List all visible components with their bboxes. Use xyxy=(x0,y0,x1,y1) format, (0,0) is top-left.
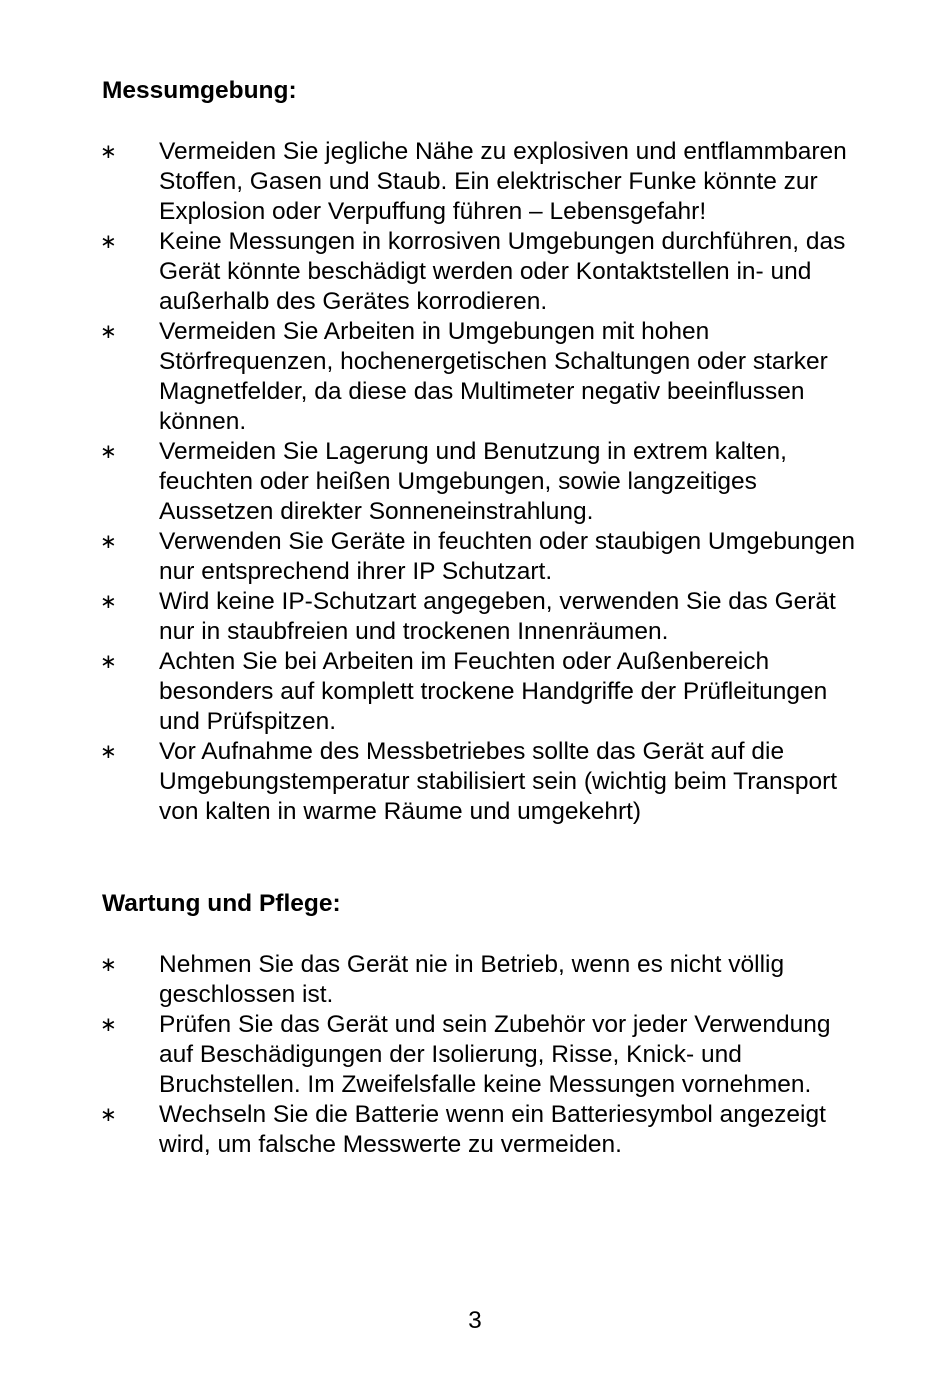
bullet-icon: ∗ xyxy=(100,321,117,343)
bullet-list-messumgebung xyxy=(100,137,860,827)
bullet-icon: ∗ xyxy=(100,231,117,253)
list-item: ∗ Achten Sie bei Arbeiten im Feuchten oder Außenbereich besonders auf komplett trockene Handgriffe der Prüfleitungen und Prüfspitzen. xyxy=(100,648,828,735)
bullet-icon: ∗ xyxy=(100,954,117,976)
bullet-icon: ∗ xyxy=(100,1104,117,1126)
bullet-icon: ∗ xyxy=(100,141,117,163)
page-number: 3 xyxy=(468,1307,482,1334)
section-heading-messumgebung: Messumgebung: xyxy=(102,77,297,104)
section-heading-wartung: Wartung und Pflege: xyxy=(102,890,341,917)
bullet-icon: ∗ xyxy=(100,1014,117,1036)
bullet-icon: ∗ xyxy=(100,441,117,463)
list-item: ∗ Keine Messungen in korrosiven Umgebungen durchführen, das Gerät könnte beschädigt werden oder Kontaktstellen in- und außerhalb des Gerätes korrodieren. xyxy=(100,228,846,315)
list-item: ∗ Wechseln Sie die Batterie wenn ein Batteriesymbol angezeigt wird, um falsche Messwerte zu vermeiden. xyxy=(100,1101,826,1158)
list-item: ∗ Prüfen Sie das Gerät und sein Zubehör vor jeder Verwendung auf Beschädigungen der Isolierung, Risse, Knick- und Bruchstellen. Im Zweifelsfalle keine Messungen vornehmen. xyxy=(100,1011,831,1098)
bullet-icon: ∗ xyxy=(100,651,117,673)
list-item: ∗ Vermeiden Sie Lagerung und Benutzung in extrem kalten, feuchten oder heißen Umgebungen, sowie langzeitiges Aussetzen direkter Sonneneinstrahlung. xyxy=(100,438,787,525)
list-item: ∗ Verwenden Sie Geräte in feuchten oder staubigen Umgebungen nur entsprechend ihrer IP Schutzart. xyxy=(100,528,856,585)
list-item: ∗ Vermeiden Sie jegliche Nähe zu explosiven und entflammbaren Stoffen, Gasen und Staub. Ein elektrischer Funke könnte zur Explosion oder Verpuffung führen – Lebensgefahr! xyxy=(100,138,847,225)
bullet-icon: ∗ xyxy=(100,591,117,613)
list-item: ∗ Nehmen Sie das Gerät nie in Betrieb, wenn es nicht völlig geschlossen ist. xyxy=(100,951,785,1008)
bullet-icon: ∗ xyxy=(100,741,117,763)
list-item: ∗ Wird keine IP-Schutzart angegeben, verwenden Sie das Gerät nur in staubfreien und trockenen Innenräumen. xyxy=(100,588,836,645)
list-item: ∗ Vermeiden Sie Arbeiten in Umgebungen mit hohen Störfrequenzen, hochenergetischen Schaltungen oder starker Magnetfelder, da diese das Multimeter negativ beeinflussen können. xyxy=(100,318,828,435)
bullet-icon: ∗ xyxy=(100,531,117,553)
bullet-list-wartung xyxy=(100,950,860,1160)
list-item: ∗ Vor Aufnahme des Messbetriebes sollte das Gerät auf die Umgebungstemperatur stabilisiert sein (wichtig beim Transport von kalten in warme Räume und umgekehrt) xyxy=(100,738,838,825)
